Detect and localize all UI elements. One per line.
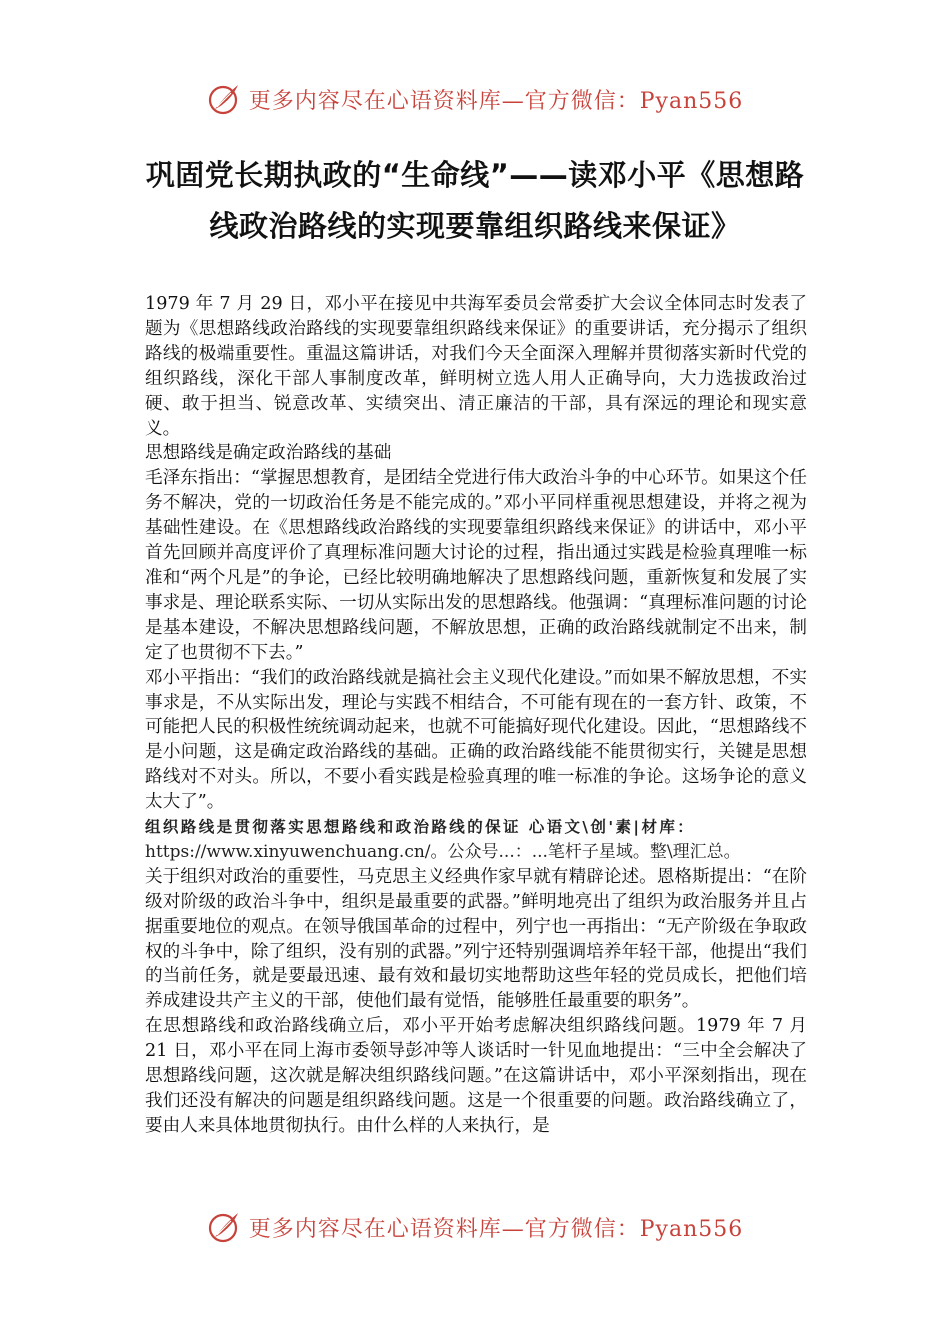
watermark-url: https://www.xinyuwenchuang.cn/。公众号...：...笔杆子星域。整\理汇总。 [145,841,741,862]
footer-banner-text: 更多内容尽在心语资料库—官方微信：Pyan556 [248,1216,744,1242]
section-heading: 思想路线是确定政治路线的基础 [145,443,392,464]
header-banner-text: 更多内容尽在心语资料库—官方微信：Pyan556 [248,88,744,114]
quill-logo-icon [207,1210,241,1244]
paragraph: 在思想路线和政治路线确立后，邓小平开始考虑解决组织路线问题。1979 年 7 月 21 日，邓小平在同上海市委领导彭冲等人谈话时一针见血地提出：“三中全会解决了思想路线问题，这次就是解决组织路线问题。”在这篇讲话中，邓小平深刻指出，现在我们还没有解决的问题是组织路线问题。这是一个很重要的问题。政治路线确立了，要由人来具体地贯彻执行。由什么样的人来执行，是 [145,1016,807,1136]
footer-banner [0,1210,950,1244]
paragraph: 毛泽东指出：“掌握思想教育，是团结全党进行伟大政治斗争的中心环节。如果这个任务不解决，党的一切政治任务是不能完成的。”邓小平同样重视思想建设，并将之视为基础性建设。在《思想路线政治路线的实现要靠组织路线来保证》的讲话中，邓小平首先回顾并高度评价了真理标准问题大讨论的过程，指出通过实践是检验真理唯一标准和“两个凡是”的争论，已经比较明确地解决了思想路线问题，重新恢复和发展了实事求是、理论联系实际、一切从实际出发的思想路线。他强调：“真理标准问题的讨论是基本建设，不解决思想路线问题，不解放思想，正确的政治路线就制定不出来，制定了也贯彻不下去。” [145,468,807,663]
quill-logo-icon [207,82,241,116]
watermark-line [145,815,807,865]
article-body [145,292,807,1139]
title-line-2: 线政治路线的实现要靠组织路线来保证》 [209,209,741,243]
title-line-1: 巩固党长期执政的“生命线”——读邓小平《思想路 [145,158,805,192]
header-banner [0,82,950,116]
watermark-text: 组织路线是贯彻落实思想路线和政治路线的保证 心语文\创'素|材库： [145,818,696,837]
paragraph: 1979 年 7 月 29 日，邓小平在接见中共海军委员会常委扩大会议全体同志时发表了题为《思想路线政治路线的实现要靠组织路线来保证》的重要讲话，充分揭示了组织路线的极端重要性。重温这篇讲话，对我们今天全面深入理解并贯彻落实新时代党的组织路线，深化干部人事制度改革，鲜明树立选人用人正确导向，大力选拔政治过硬、敢于担当、锐意改革、实绩突出、清正廉洁的干部，具有深远的理论和现实意义。 [145,294,807,439]
page-title [100,150,850,252]
paragraph: 关于组织对政治的重要性，马克思主义经典作家早就有精辟论述。恩格斯提出：“在阶级对阶级的政治斗争中，组织是最重要的武器。”鲜明地亮出了组织为政治服务并且占据重要地位的观点。在领导俄国革命的过程中，列宁也一再指出：“无产阶级在争取政权的斗争中，除了组织，没有别的武器。”列宁还特别强调培养年轻干部，他提出“我们的当前任务，就是要最迅速、最有效和最切实地帮助这些年轻的党员成长，把他们培养成建设共产主义的干部，使他们最有觉悟，能够胜任最重要的职务”。 [145,866,807,1012]
paragraph: 邓小平指出：“我们的政治路线就是搞社会主义现代化建设。”而如果不解放思想，不实事求是，不从实际出发，理论与实践不相结合，不可能有现在的一套方针、政策，不可能把人民的积极性统统调动起来，也就不可能搞好现代化建设。因此，“思想路线不是小问题，这是确定政治路线的基础。正确的政治路线能不能贯彻实行，关键是思想路线对不对头。所以，不要小看实践是检验真理的唯一标准的争论。这场争论的意义太大了”。 [145,667,807,813]
